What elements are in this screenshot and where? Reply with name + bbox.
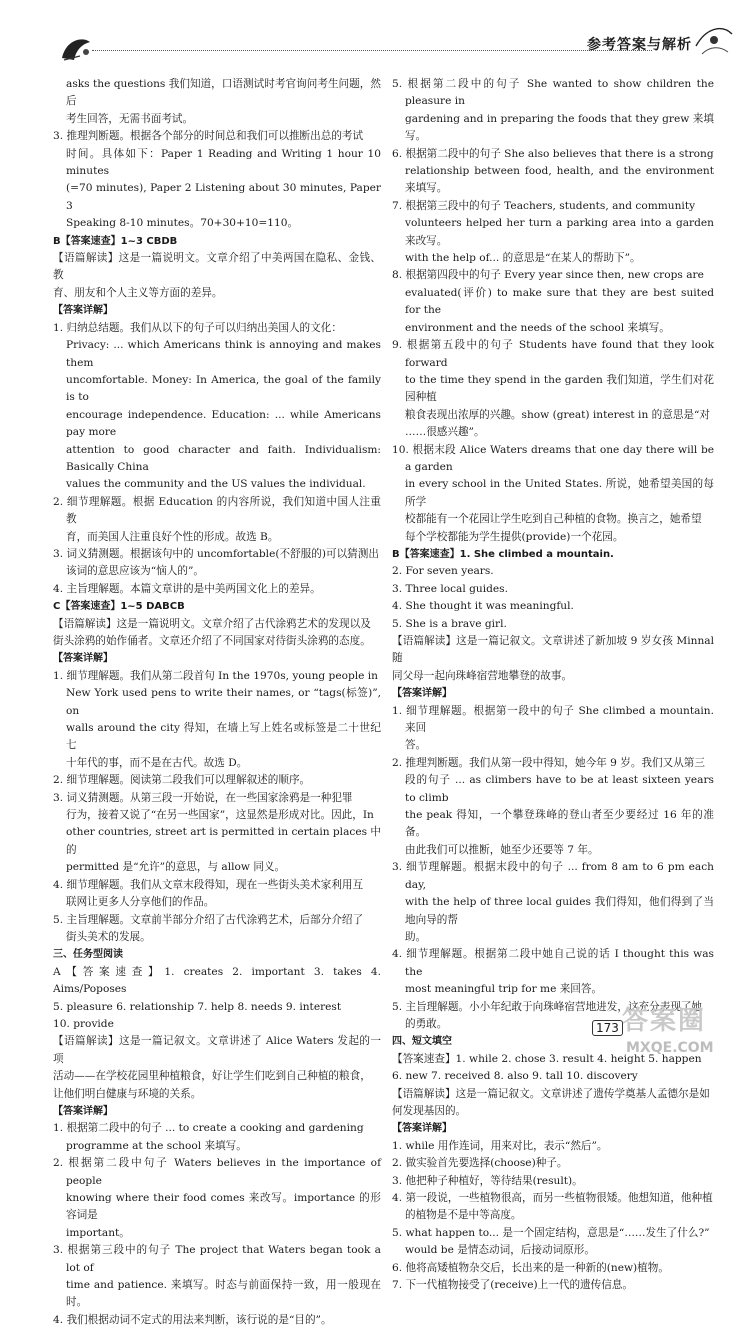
text-line: time and patience. 来填写。时态与前面保持一致，用一般现在时。 <box>66 1279 381 1309</box>
text-line: 1. 细节理解题。根据第一段中的句子 She climbed a mountain. 来回 <box>392 704 714 735</box>
text-line: 让他们明白健康与环境的关系。 <box>53 1087 202 1100</box>
text-line: 助。 <box>405 930 427 943</box>
text-line: 1. 归纳总结题。我们从以下的句子可以归纳出美国人的文化： <box>53 321 342 334</box>
text-line: 行为，接着又说了“在另一些国家”，这显然是形成对比。因此，In <box>66 809 374 822</box>
text-line: 7. 根据第三段中的句子 Teachers, students, and community <box>392 199 696 212</box>
text-line: most meaningful trip for me 来回答。 <box>405 983 603 996</box>
text-line: 5. 根据第二段中的句子 She wanted to show children the pleasure in <box>392 78 714 108</box>
text-line: 段的句子 ... as climbers have to be at least sixteen years to climb <box>405 774 714 804</box>
text-line: 活动——在学校花园里种植粮食，好让学生们吃到自己种植的粮食， <box>53 1070 371 1083</box>
text-line: 【语篇解读】这是一篇说明文。文章介绍了古代涂鸦艺术的发现以及 <box>53 617 371 630</box>
text-line: 1. while 用作连词，用来对比，表示“然后”。 <box>392 1139 608 1152</box>
text-line: 每个学校都能为学生提供(provide)一个花园。 <box>405 530 624 543</box>
text-line: 同父母一起向珠峰宿营地攀登的故事。 <box>392 669 573 682</box>
header-title: 参考答案与解析 <box>587 37 692 53</box>
text-line: 的植物是不是中等高度。 <box>405 1209 522 1222</box>
text-line: uncomfortable. Money: In America, the goal of the family is to <box>66 373 381 404</box>
text-line: 5. pleasure 6. relationship 7. help 8. needs 9. interest <box>53 1000 342 1013</box>
text-line: 7. 下一代植物接受了(receive)上一代的遗传信息。 <box>392 1279 634 1292</box>
text-line: 3. 推理判断题。根据各个部分的时间总和我们可以推断出总的考试 <box>53 130 364 143</box>
page-number: 173 <box>592 1020 623 1036</box>
text-line: 3. 词义猜测题。从第三段一开始说，在一些国家涂鸦是一种犯罪 <box>53 791 353 804</box>
watermark-url: MXQE.COM <box>626 1040 714 1056</box>
text-line: 育、朋友和个人主义等方面的差异。 <box>53 286 223 299</box>
text-line: 的勇敢。 <box>405 1017 448 1030</box>
text-line: 3. 细节理解题。根据末段中的句子 ... from 8 am to 6 pm each day, <box>392 861 714 891</box>
text-line: 4. 我们根据动词不定式的用法来判断，该行说的是“目的”。 <box>53 1313 332 1326</box>
text-line: A【答案速查】1. creates 2. important 3. takes 4. Aims/Poposes <box>53 965 381 996</box>
section-heading: 【答案详解】 <box>392 1123 452 1135</box>
watermark-logo: 答案圈 <box>622 1006 707 1036</box>
text-line: encourage independence. Education: ... while Americans pay more <box>66 408 381 439</box>
text-line: environment and the needs of the school 来填写。 <box>405 321 670 334</box>
decorative-flourish-icon <box>692 16 736 60</box>
text-line: asks the questions 我们知道，口语测试时考官询问考生问题，然后 <box>66 78 381 108</box>
text-line: 10. provide <box>53 1017 114 1030</box>
text-line: Privacy: ... which Americans think is annoying and makes them <box>66 339 381 369</box>
text-line: 【语篇解读】这是一篇说明文。文章介绍了中美两国在隐私、金钱、教 <box>53 252 381 282</box>
text-line: gardening and in preparing the foods that they grew 来填写。 <box>405 112 714 143</box>
text-line: 4. 第一段说，一些植物很高，而另一些植物很矮。他想知道，他种植 <box>392 1192 713 1204</box>
text-line: New York used pens to write their names, or “tags(标签)”, on <box>66 687 381 717</box>
text-line: attention to good character and faith. Individualism: Basically China <box>66 443 381 473</box>
text-line: to the time they spend in the garden 我们知道，学生们对花园种植 <box>405 373 714 404</box>
text-line: 街头涂鸦的始作俑者。文章还介绍了不同国家对待街头涂鸦的态度。 <box>53 635 371 647</box>
section-heading: B【答案速查】1. She climbed a mountain. <box>392 548 614 560</box>
text-line: would be 是情态动词，后接动词原形。 <box>405 1244 595 1257</box>
text-line: 6. 他将高矮植物杂交后，长出来的是一种新的(new)植物。 <box>392 1261 669 1274</box>
section-heading: 三、任务型阅读 <box>53 949 123 961</box>
text-line: knowing where their food comes 来改写。importance 的形容词是 <box>66 1192 381 1222</box>
text-line: 6. new 7. received 8. also 9. tall 10. discovery <box>392 1070 638 1083</box>
text-line: in every school in the United States. 所说，她希望美国的每所学 <box>405 478 714 508</box>
text-line: 9. 根据第五段中的句子 Students have found that they look forward <box>392 339 714 369</box>
text-line: 5. 主旨理解题。文章前半部分介绍了古代涂鸦艺术，后部分介绍了 <box>53 913 364 926</box>
text-line: 3. 他把种子种植好，等待结果(result)。 <box>392 1174 583 1187</box>
text-line: 3. 词义猜测题。根据该句中的 uncomfortable(不舒服的)可以猜测出 <box>53 547 379 560</box>
text-line: 1. 根据第二段中的句子 ... to create a cooking and gardening <box>53 1122 364 1135</box>
text-line: 3. 根据第三段中的句子 The project that Waters began took a lot of <box>53 1244 381 1274</box>
text-line: values the community and the US values the individual. <box>66 478 366 491</box>
text-line: evaluated(评价) to make sure that they are best suited for the <box>405 286 714 317</box>
text-line: 2. 细节理解题。根据 Education 的内容所说，我们知道中国人注重教 <box>53 495 381 526</box>
header-rule <box>92 50 652 51</box>
text-line: 该词的意思应该为“恼人的”。 <box>66 565 204 578</box>
text-line: 【答案速查】1. while 2. chose 3. result 4. height 5. happen <box>392 1052 702 1065</box>
text-line: 4. 细节理解题。根据第二段中她自己说的话 I thought this was the <box>392 948 714 978</box>
section-heading: 【答案详解】 <box>53 305 113 317</box>
section-heading: C【答案速查】1~5 DABCB <box>53 601 185 613</box>
text-line: with the help of three local guides 我们得知，他们得到了当地向导的帮 <box>405 896 714 926</box>
text-line: 2. 根据第二段中句子 Waters believes in the importance of people <box>53 1157 381 1187</box>
text-line: 2. For seven years. <box>392 565 494 578</box>
text-line: 4. 细节理解题。我们从文章末段得知，现在一些街头美术家利用互 <box>53 878 364 891</box>
text-line: 【语篇解读】这是一篇记叙文。文章讲述了 Alice Waters 发起的一项 <box>53 1035 381 1065</box>
text-line: volunteers helped her turn a parking area into a garden 来改写。 <box>405 217 714 247</box>
text-line: 2. 推理判断题。我们从第一段中得知，她今年 9 岁。我们又从第三 <box>392 756 705 769</box>
text-line: permitted 是“允许”的意思，与 allow 同义。 <box>66 861 286 874</box>
text-line: 2. 做实验首先要选择(choose)种子。 <box>392 1157 568 1170</box>
text-line: 8. 根据第四段中的句子 Every year since then, new crops are <box>392 269 704 282</box>
right-column <box>392 76 714 1294</box>
text-line: 4. 主旨理解题。本篇文章讲的是中美两国文化上的差异。 <box>53 582 321 595</box>
text-line: other countries, street art is permitted in certain places 中的 <box>66 826 381 856</box>
text-line: 校都能有一个花园让学生吃到自己种植的食物。换言之，她希望 <box>405 513 702 526</box>
text-line: 4. She thought it was meaningful. <box>392 600 574 613</box>
text-line: 粮食表现出浓厚的兴趣。show (great) interest in 的意思是“对 <box>405 408 711 421</box>
text-line: the peak 得知，一个攀登珠峰的登山者至少要经过 16 年的准备。 <box>405 809 714 839</box>
text-line: with the help of... 的意思是“在某人的帮助下”。 <box>405 252 641 265</box>
text-line: 时间。具体如下：Paper 1 Reading and Writing 1 hour 10 minutes <box>66 147 381 178</box>
text-line: 10. 根据末段 Alice Waters dreams that one day there will be a garden <box>392 443 714 473</box>
text-line: programme at the school 来填写。 <box>66 1139 247 1152</box>
text-line: 育，而美国人注重良好个性的形成。故选 B。 <box>66 530 279 543</box>
text-line: 5. what happen to... 是一个固定结构，意思是“……发生了什么?” <box>392 1226 710 1239</box>
text-line: ……很感兴趣”。 <box>405 426 485 439</box>
text-line: Speaking 8-10 minutes。70+30+10=110。 <box>66 217 299 230</box>
text-line: 5. She is a brave girl. <box>392 617 507 630</box>
text-line: (=70 minutes), Paper 2 Listening about 30 minutes, Paper 3 <box>66 182 381 212</box>
text-line: walls around the city 得知，在墙上写上姓名或标签是二十世纪七 <box>66 722 381 752</box>
text-line: 【语篇解读】这是一篇记叙文。文章讲述了新加坡 9 岁女孩 Minnal 随 <box>392 635 714 665</box>
text-line: 1. 细节理解题。我们从第二段首句 In the 1970s, young people in <box>53 669 378 682</box>
text-line: 由此我们可以推断，她至少还要等 7 年。 <box>405 843 599 856</box>
text-line: relationship between food, health, and the environment 来填写。 <box>405 165 714 195</box>
section-heading: 【答案详解】 <box>53 653 113 665</box>
text-line: 考生回答，无需书面考试。 <box>66 112 194 125</box>
page-header <box>0 0 750 70</box>
decorative-ornament-icon <box>56 30 96 66</box>
section-heading: 【答案详解】 <box>53 1105 113 1117</box>
text-line: 街头美术的发展。 <box>66 930 151 943</box>
text-line: 5. 主旨理解题。小小年纪敢于向珠峰宿营地进发，这充分表现了她 <box>392 1000 703 1013</box>
text-line: 【语篇解读】这是一篇记叙文。文章讲述了遗传学奠基人孟德尔是如 <box>392 1087 710 1100</box>
section-heading: 四、短文填空 <box>392 1036 452 1048</box>
section-heading: 【答案详解】 <box>392 688 452 700</box>
left-column <box>53 76 381 1329</box>
text-line: 6. 根据第二段中的句子 She also believes that there is a strong <box>392 147 714 160</box>
text-line: 十年代的事，而不是在古代。故选 D。 <box>66 756 248 769</box>
text-line: 答。 <box>405 739 427 752</box>
text-line: 联网让更多人分享他们的作品。 <box>66 896 215 909</box>
text-line: 2. 细节理解题。阅读第二段我们可以理解叙述的顺序。 <box>53 774 311 787</box>
text-line: important。 <box>66 1226 130 1239</box>
section-heading: B【答案速查】1~3 CBDB <box>53 235 178 247</box>
text-line: 3. Three local guides. <box>392 582 508 595</box>
text-line: 何发现基因的。 <box>392 1104 467 1117</box>
